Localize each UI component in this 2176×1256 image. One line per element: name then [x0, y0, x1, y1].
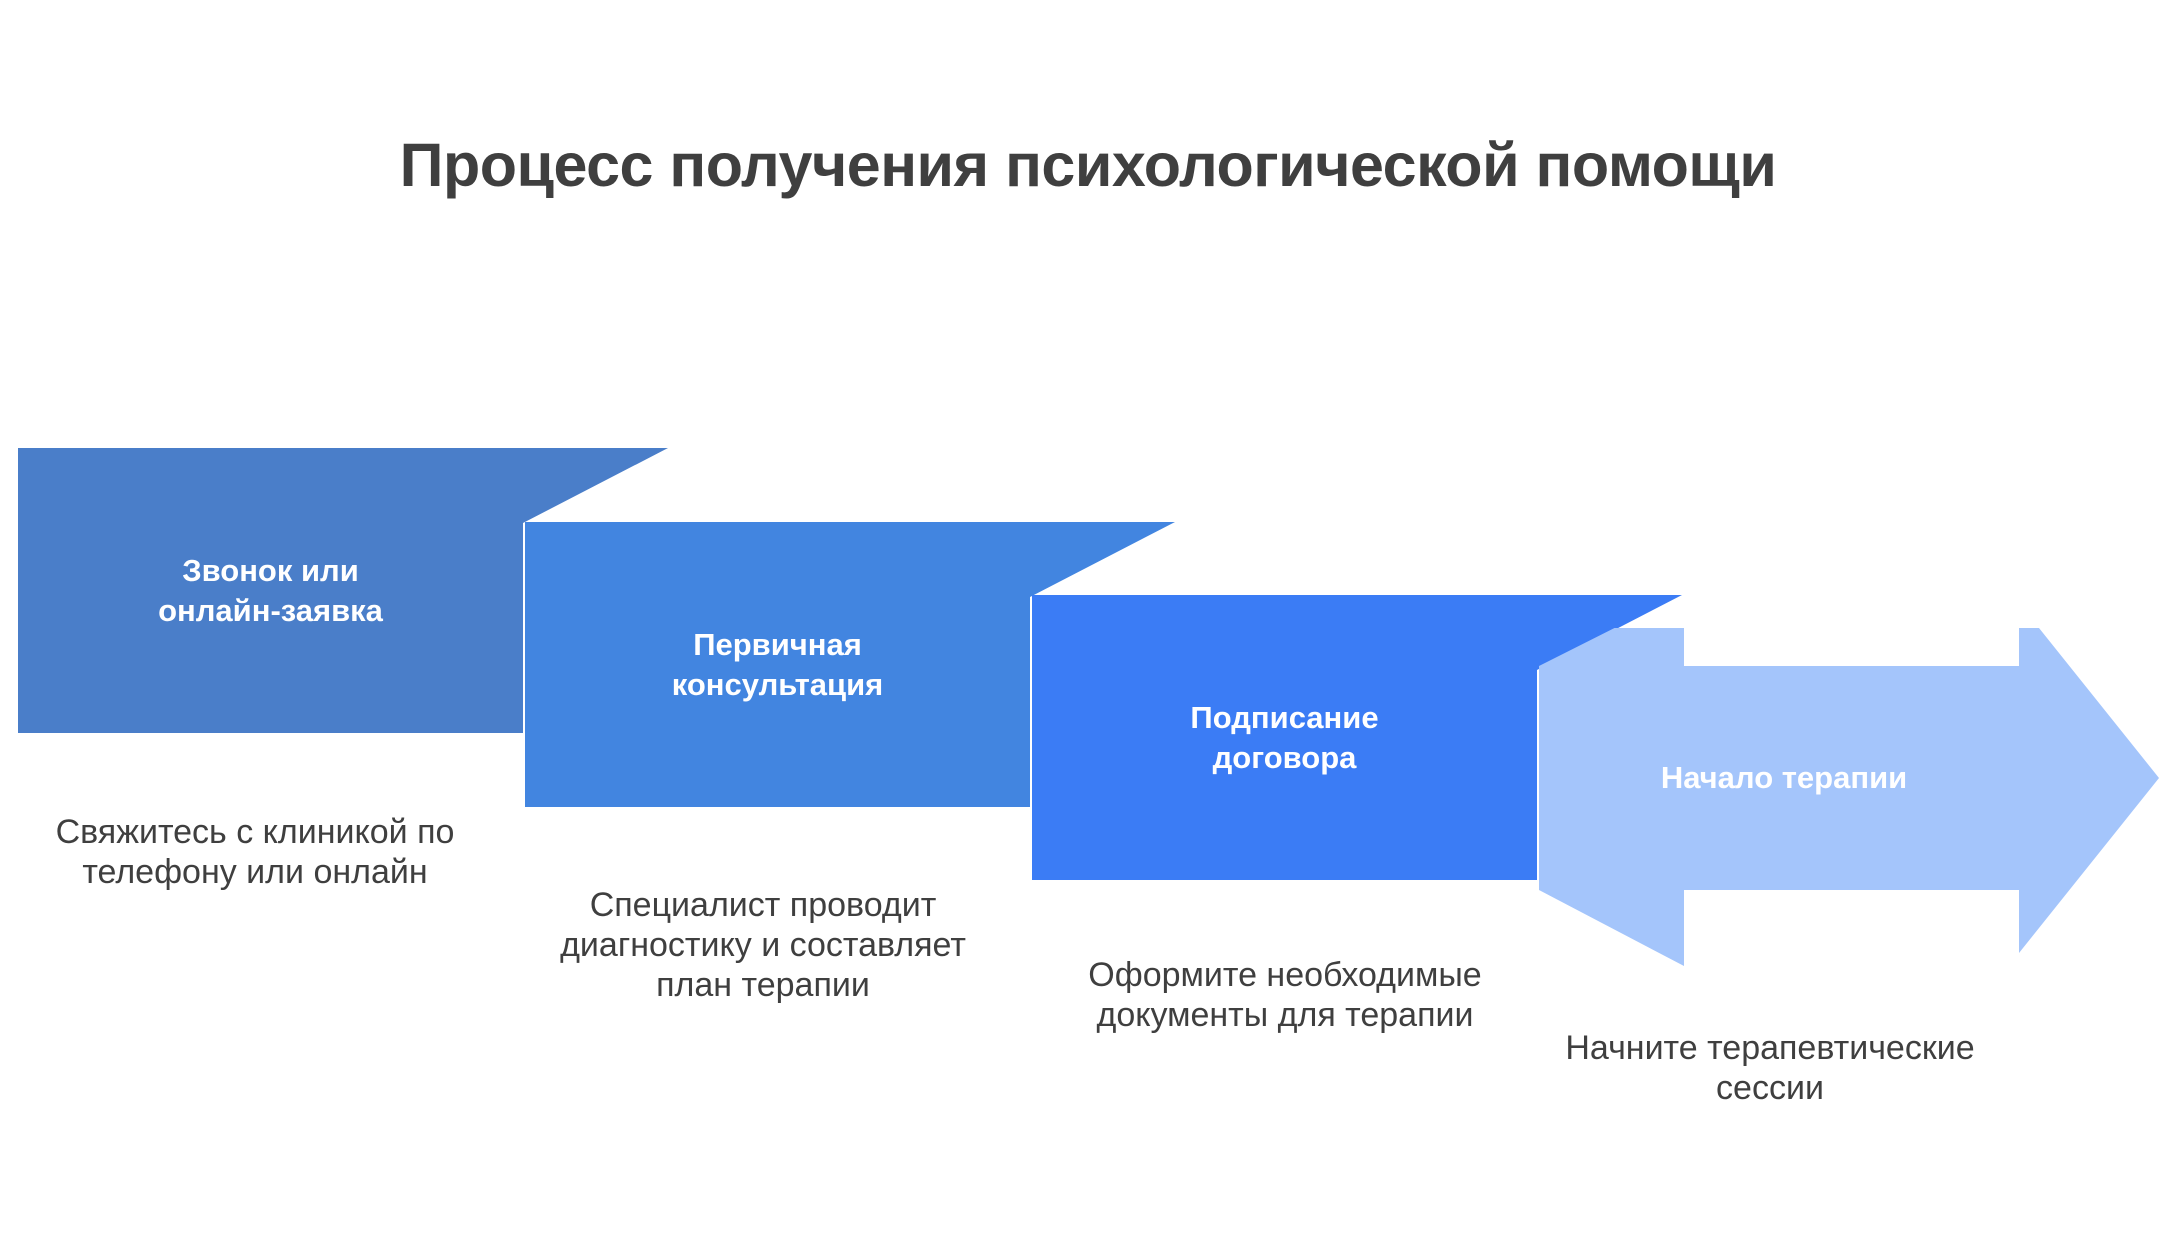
arrow-shape-4 [1539, 628, 2159, 968]
stage-2-label-line1: Первичная [693, 626, 862, 662]
stage-4-label-line1: Начало терапии [1660, 760, 1908, 796]
stage-3-label-line2: договора [1212, 739, 1357, 775]
stage-3-label-line1: Подписание [1190, 699, 1379, 735]
stage-1-caption: Свяжитесь с клиникой по телефону или онлайн [55, 813, 455, 892]
stage-4-caption: Начните терапевтические сессии [1565, 1029, 1975, 1108]
page-title: Процесс получения психологической помощи [399, 131, 1777, 199]
stage-1-label-line1: Звонок или [182, 552, 359, 588]
stage-2-label-line2: консультация [671, 666, 884, 702]
stage-2-caption: Специалист проводит диагностику и составляет план терапии [560, 886, 966, 1005]
stage-1-label-line2: онлайн-заявка [158, 592, 383, 628]
stage-3-caption: Оформите необходимые документы для терапии [1088, 956, 1482, 1035]
